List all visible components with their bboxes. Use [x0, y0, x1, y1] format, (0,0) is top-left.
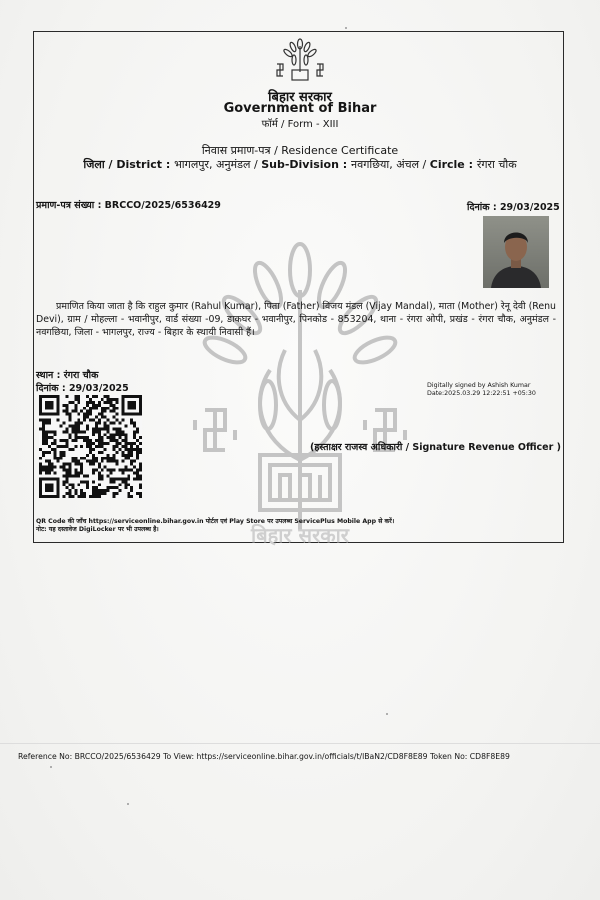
issue-date-bottom: दिनांक : 29/03/2025: [36, 383, 129, 394]
digital-signature-date: Date:2025.03.29 12:22:51 +05:30: [427, 390, 536, 397]
paper-speck: [345, 27, 347, 29]
verification-qr-code: [38, 395, 143, 498]
paper-speck: [386, 713, 388, 715]
reference-line: Reference No: BRCCO/2025/6536429 To View: https://serviceonline.bihar.gov.in/officials/t/lBaN2/CD8F8E89 Token No: CD8F8E89: [18, 752, 510, 761]
footer-divider: [0, 743, 600, 744]
bihar-emblem-watermark: [180, 230, 420, 550]
form-number: फॉर्म / Form - XIII: [261, 119, 339, 130]
digital-signature-info: [427, 382, 557, 398]
certificate-number: प्रमाण-पत्र संख्या : BRCCO/2025/6536429: [36, 200, 221, 211]
circle-value: रंगरा चौक: [476, 158, 517, 171]
qr-verification-note: QR Code की जाँच https://serviceonline.bihar.gov.in पोर्टल एवं Play Store पर उपलब्ध ServicePlus Mobile App से करें।: [36, 518, 395, 525]
government-title-hindi: बिहार सरकार: [268, 90, 332, 105]
paper-speck: [50, 766, 52, 768]
certificate-title: निवास प्रमाण-पत्र / Residence Certificate: [201, 144, 399, 157]
district-line: [0, 157, 600, 172]
digital-signature-name: Digitally signed by Ashish Kumar: [427, 382, 531, 389]
footnotes: [36, 518, 394, 534]
applicant-photo: [483, 216, 549, 288]
government-title-english: Government of Bihar: [223, 101, 377, 116]
district-label: जिला / District :: [83, 158, 175, 171]
residence-statement: प्रमाणित किया जाता है कि राहुल कुमार (Rahul Kumar), पिता (Father) विजय मंडल (Vijay Mandal), माता (Mother) रेनू देवी (Renu Devi), ग्राम / मोहल्ला - भवानीपुर, वार्ड संख्या -09, डाकघर - भवानीपुर, पिनकोड - 853204, थाना - रंगरा ओपी, प्रखंड - रंगरा चौक, अनुमंडल - नवगछिया, जिला - भागलपुर, राज्य - बिहार के स्थायी निवासी हैं।: [36, 301, 556, 338]
paper-speck: [127, 803, 129, 805]
subdivision-value: नवगछिया, अंचल /: [351, 158, 430, 171]
subdivision-label: Sub-Division :: [261, 158, 351, 171]
issue-place: स्थान : रंगरा चौक: [36, 370, 99, 381]
svg-text:बिहार सरकार: बिहार सरकार: [251, 523, 349, 547]
issue-date-top: दिनांक : 29/03/2025: [467, 202, 560, 213]
certificate-body: [36, 300, 556, 339]
signature-revenue-officer: (हस्ताक्षर राजस्व अधिकारी / Signature Revenue Officer ): [310, 442, 561, 453]
digilocker-note: नोट: यह दस्तावेज DigiLocker पर भी उपलब्ध है।: [36, 526, 159, 533]
circle-label: Circle :: [429, 158, 477, 171]
bihar-state-emblem: [271, 38, 329, 84]
district-value: भागलपुर, अनुमंडल /: [174, 158, 262, 171]
